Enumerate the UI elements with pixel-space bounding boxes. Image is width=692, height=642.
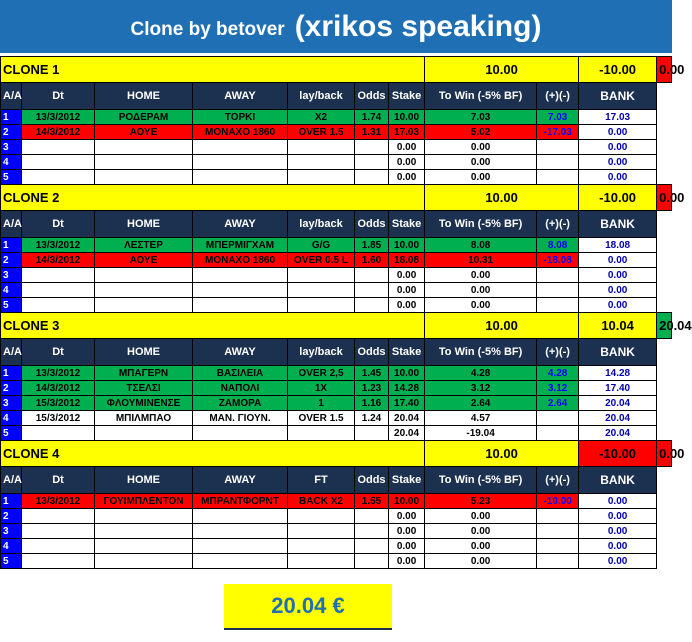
cell-to-win[interactable]: 0.00 [425,268,537,283]
cell-home[interactable]: ΦΛΟΥΜΙΝΕΝΣΕ [95,396,193,411]
header-bank: BANK [579,83,657,110]
cell-odds[interactable] [355,509,389,524]
cell-home[interactable] [95,140,193,155]
table-row [1,411,672,426]
cell-odds[interactable]: 1.23 [355,381,389,396]
clone-base-stake[interactable]: 10.00 [425,57,579,83]
clone-delta[interactable]: -10.00 [579,57,657,83]
cell-away[interactable]: ΜΠΡΑΝΤΦΟΡΝΤ [193,494,288,509]
cell-bank[interactable]: 20.04 [579,396,657,411]
cell-to-win[interactable]: -19.04 [425,426,537,441]
cell-date[interactable] [22,170,95,185]
cell-away[interactable] [193,268,288,283]
cell-date[interactable]: 13/3/2012 [22,238,95,253]
row-number: 4 [1,539,22,554]
cell-bank[interactable]: 0.00 [579,524,657,539]
cell-away[interactable] [193,524,288,539]
header-away: AWAY [193,211,288,238]
table-row [1,238,672,253]
cell-lay-back[interactable] [288,298,355,313]
cell-to-win[interactable]: 7.03 [425,110,537,125]
row-number: 2 [1,125,22,140]
cell-plus-minus[interactable]: 7.03 [537,110,579,125]
row-number: 2 [1,253,22,268]
cell-date[interactable] [22,509,95,524]
cell-home[interactable]: ΑΟΥΕ [95,253,193,268]
cell-odds[interactable] [355,539,389,554]
clone-name: CLONE 2 [1,185,425,211]
header-aa: A/A [1,211,22,238]
clone-result[interactable]: 20.04 [657,313,672,339]
cell-lay-back[interactable] [288,155,355,170]
table-row [1,110,672,125]
table-row [1,170,672,185]
header-odds: Odds [355,211,389,238]
clone-header-row [1,83,672,110]
cell-plus-minus[interactable]: -18.08 [537,253,579,268]
header-lay-back: lay/back [288,83,355,110]
cell-stake[interactable]: 17.03 [389,125,425,140]
cell-odds[interactable] [355,298,389,313]
cell-home[interactable] [95,426,193,441]
table-row [1,253,672,268]
clone-base-stake[interactable]: 10.00 [425,313,579,339]
cell-home[interactable] [95,283,193,298]
cell-stake[interactable]: 0.00 [389,554,425,569]
header-lay-back: FT [288,467,355,494]
cell-home[interactable] [95,170,193,185]
row-number: 1 [1,110,22,125]
header-lay-back: lay/back [288,339,355,366]
cell-away[interactable] [193,554,288,569]
row-number: 4 [1,283,22,298]
header-to-win: To Win (-5% BF) [425,467,537,494]
table-row [1,426,672,441]
cell-bank[interactable]: 0.00 [579,268,657,283]
clone-header-row [1,339,672,366]
header-date: Dt [22,83,95,110]
cell-lay-back[interactable] [288,539,355,554]
header-bank: BANK [579,339,657,366]
cell-to-win[interactable]: 8.08 [425,238,537,253]
cell-away[interactable] [193,140,288,155]
header-date: Dt [22,211,95,238]
cell-stake[interactable]: 0.00 [389,283,425,298]
row-number: 3 [1,524,22,539]
cell-plus-minus[interactable] [537,155,579,170]
table-row [1,509,672,524]
cell-plus-minus[interactable] [537,170,579,185]
cell-away[interactable]: ΜΟΝΑΧΟ 1860 [193,253,288,268]
cell-plus-minus[interactable] [537,298,579,313]
cell-to-win[interactable]: 0.00 [425,539,537,554]
cell-plus-minus[interactable]: 8.08 [537,238,579,253]
header-bank: BANK [579,467,657,494]
cell-away[interactable]: ΝΑΠΟΛΙ [193,381,288,396]
cell-stake[interactable]: 0.00 [389,539,425,554]
cell-home[interactable] [95,524,193,539]
cell-odds[interactable]: 1.45 [355,366,389,381]
header-aa: A/A [1,467,22,494]
cell-away[interactable]: ΒΑΣΙΛΕΙΑ [193,366,288,381]
cell-plus-minus[interactable] [537,554,579,569]
cell-plus-minus[interactable]: 3.12 [537,381,579,396]
header-bank: BANK [579,211,657,238]
cell-stake[interactable]: 14.28 [389,381,425,396]
header-date: Dt [22,339,95,366]
cell-to-win[interactable]: 5.02 [425,125,537,140]
cell-plus-minus[interactable]: -17.03 [537,125,579,140]
header-stake: Stake [389,211,425,238]
clone-delta[interactable]: -10.00 [579,185,657,211]
cell-plus-minus[interactable] [537,283,579,298]
cell-home[interactable]: ΑΟΥΕ [95,125,193,140]
cell-bank[interactable]: 20.04 [579,426,657,441]
cell-to-win[interactable]: 3.12 [425,381,537,396]
cell-bank[interactable]: 0.00 [579,283,657,298]
header-home: HOME [95,83,193,110]
cell-date[interactable] [22,155,95,170]
cell-to-win[interactable]: 5.23 [425,494,537,509]
table-row [1,396,672,411]
cell-home[interactable] [95,298,193,313]
cell-date[interactable]: 14/3/2012 [22,253,95,268]
clone-title-row [1,185,672,211]
row-number: 1 [1,238,22,253]
clone-name: CLONE 3 [1,313,425,339]
clone-delta[interactable]: 10.04 [579,313,657,339]
cell-bank[interactable]: 0.00 [579,554,657,569]
cell-lay-back[interactable]: OVER 1.5 [288,411,355,426]
header-aa: A/A [1,339,22,366]
cell-bank[interactable]: 0.00 [579,298,657,313]
cell-to-win[interactable]: 0.00 [425,170,537,185]
row-number: 2 [1,509,22,524]
cell-home[interactable]: ΜΠΙΛΜΠΑΟ [95,411,193,426]
cell-odds[interactable] [355,170,389,185]
cell-date[interactable] [22,283,95,298]
clone-table [0,56,692,569]
cell-away[interactable]: ΜΠΕΡΜΙΓΧΑΜ [193,238,288,253]
cell-bank[interactable]: 0.00 [579,494,657,509]
clone-result[interactable]: 0.00 [657,185,672,211]
row-number: 4 [1,411,22,426]
header-plus-minus: (+)(-) [537,83,579,110]
cell-stake[interactable]: 20.04 [389,411,425,426]
cell-bank[interactable]: 14.28 [579,366,657,381]
cell-odds[interactable] [355,524,389,539]
banner-large-title: (xrikos speaking) [294,9,542,43]
cell-to-win[interactable]: 0.00 [425,298,537,313]
cell-home[interactable] [95,155,193,170]
cell-home[interactable]: ΜΠΑΓΕΡΝ [95,366,193,381]
cell-date[interactable] [22,426,95,441]
table-row [1,268,672,283]
table-row [1,494,672,509]
header-odds: Odds [355,83,389,110]
cell-odds[interactable]: 1.31 [355,125,389,140]
table-row [1,524,672,539]
cell-plus-minus[interactable] [537,524,579,539]
table-row [1,155,672,170]
cell-lay-back[interactable]: OVER 1.5 [288,125,355,140]
cell-date[interactable] [22,298,95,313]
cell-lay-back[interactable]: OVER 2,5 [288,366,355,381]
row-number: 2 [1,381,22,396]
table-row [1,298,672,313]
header-to-win: To Win (-5% BF) [425,211,537,238]
cell-date[interactable]: 14/3/2012 [22,125,95,140]
cell-odds[interactable] [355,426,389,441]
cell-home[interactable] [95,554,193,569]
cell-home[interactable] [95,509,193,524]
cell-to-win[interactable]: 2.64 [425,396,537,411]
cell-plus-minus[interactable]: 2.64 [537,396,579,411]
header-away: AWAY [193,339,288,366]
cell-stake[interactable]: 10.00 [389,238,425,253]
cell-bank[interactable]: 0.00 [579,125,657,140]
spreadsheet [0,56,692,569]
cell-date[interactable] [22,140,95,155]
header-aa: A/A [1,83,22,110]
cell-to-win[interactable]: 0.00 [425,524,537,539]
row-number: 5 [1,426,22,441]
cell-bank[interactable]: 17.40 [579,381,657,396]
cell-plus-minus[interactable] [537,140,579,155]
title-banner [0,0,672,53]
header-odds: Odds [355,467,389,494]
cell-lay-back[interactable] [288,283,355,298]
cell-to-win[interactable]: 4.57 [425,411,537,426]
cell-odds[interactable] [355,155,389,170]
header-lay-back: lay/back [288,211,355,238]
cell-lay-back[interactable] [288,509,355,524]
cell-date[interactable]: 15/3/2012 [22,411,95,426]
cell-away[interactable] [193,155,288,170]
table-row [1,554,672,569]
cell-away[interactable]: ΜΟΝΑΧΟ 1860 [193,125,288,140]
header-away: AWAY [193,467,288,494]
cell-to-win[interactable]: 0.00 [425,155,537,170]
cell-plus-minus[interactable] [537,539,579,554]
table-row [1,539,672,554]
cell-lay-back[interactable] [288,268,355,283]
header-plus-minus: (+)(-) [537,211,579,238]
cell-stake[interactable]: 18.08 [389,253,425,268]
cell-odds[interactable] [355,554,389,569]
header-plus-minus: (+)(-) [537,339,579,366]
cell-bank[interactable]: 18.08 [579,238,657,253]
cell-home[interactable]: ΛΕΣΤΕΡ [95,238,193,253]
cell-home[interactable]: ΡΟΔΕΡΑΜ [95,110,193,125]
table-row [1,125,672,140]
header-stake: Stake [389,467,425,494]
clone-base-stake[interactable]: 10.00 [425,185,579,211]
cell-odds[interactable]: 1.55 [355,494,389,509]
cell-lay-back[interactable]: OVER 0.5 L [288,253,355,268]
cell-home[interactable]: ΓΟΥΙΜΠΛΕΝΤΟΝ [95,494,193,509]
cell-date[interactable] [22,554,95,569]
table-row [1,381,672,396]
header-to-win: To Win (-5% BF) [425,339,537,366]
cell-bank[interactable]: 0.00 [579,509,657,524]
clone-title-row [1,313,672,339]
row-number: 1 [1,494,22,509]
cell-odds[interactable]: 1.85 [355,238,389,253]
cell-stake[interactable]: 0.00 [389,509,425,524]
table-row [1,140,672,155]
cell-to-win[interactable]: 0.00 [425,554,537,569]
cell-date[interactable]: 13/3/2012 [22,110,95,125]
header-plus-minus: (+)(-) [537,467,579,494]
row-number: 5 [1,298,22,313]
table-row [1,366,672,381]
cell-away[interactable]: ΜΑΝ. ΓΙΟΥΝ. [193,411,288,426]
clone-header-row [1,211,672,238]
cell-bank[interactable]: 0.00 [579,253,657,268]
row-number: 3 [1,140,22,155]
header-stake: Stake [389,339,425,366]
clone-base-stake[interactable]: 10.00 [425,441,579,467]
row-number: 3 [1,268,22,283]
clone-result[interactable]: 0.00 [657,57,672,83]
clone-name: CLONE 1 [1,57,425,83]
cell-home[interactable] [95,268,193,283]
cell-away[interactable] [193,539,288,554]
row-number: 5 [1,554,22,569]
cell-lay-back[interactable]: 1X [288,381,355,396]
row-number: 4 [1,155,22,170]
cell-stake[interactable]: 0.00 [389,524,425,539]
clone-title-row [1,57,672,83]
cell-stake[interactable]: 17.40 [389,396,425,411]
header-home: HOME [95,211,193,238]
cell-odds[interactable]: 1.16 [355,396,389,411]
cell-odds[interactable] [355,268,389,283]
cell-odds[interactable]: 1.60 [355,253,389,268]
banner-small-title: Clone by betover [130,18,285,40]
row-number: 1 [1,366,22,381]
cell-away[interactable] [193,170,288,185]
cell-lay-back[interactable]: X2 [288,110,355,125]
cell-date[interactable] [22,524,95,539]
cell-to-win[interactable]: 0.00 [425,140,537,155]
cell-lay-back[interactable] [288,426,355,441]
header-date: Dt [22,467,95,494]
cell-bank[interactable]: 0.00 [579,170,657,185]
cell-lay-back[interactable]: 1 [288,396,355,411]
cell-away[interactable]: ΤΟΡΚΙ [193,110,288,125]
cell-lay-back[interactable]: G/G [288,238,355,253]
cell-bank[interactable]: 0.00 [579,539,657,554]
cell-odds[interactable]: 1.74 [355,110,389,125]
cell-stake[interactable]: 0.00 [389,140,425,155]
cell-to-win[interactable]: 10.31 [425,253,537,268]
cell-stake[interactable]: 20.04 [389,426,425,441]
row-number: 5 [1,170,22,185]
header-home: HOME [95,467,193,494]
cell-lay-back[interactable] [288,524,355,539]
cell-stake[interactable]: 10.00 [389,366,425,381]
header-odds: Odds [355,339,389,366]
cell-bank[interactable]: 0.00 [579,155,657,170]
row-number: 3 [1,396,22,411]
cell-lay-back[interactable] [288,140,355,155]
cell-away[interactable] [193,426,288,441]
clone-title-row [1,441,672,467]
cell-plus-minus[interactable]: 4.28 [537,366,579,381]
cell-odds[interactable] [355,140,389,155]
cell-plus-minus[interactable] [537,268,579,283]
cell-away[interactable]: ΖΑΜΟΡΑ [193,396,288,411]
cell-stake[interactable]: 0.00 [389,170,425,185]
cell-away[interactable] [193,509,288,524]
header-home: HOME [95,339,193,366]
cell-date[interactable]: 13/3/2012 [22,366,95,381]
cell-date[interactable]: 13/3/2012 [22,494,95,509]
clone-delta[interactable]: -10.00 [579,441,657,467]
header-to-win: To Win (-5% BF) [425,83,537,110]
cell-odds[interactable] [355,283,389,298]
cell-home[interactable]: ΤΣΕΛΣΙ [95,381,193,396]
cell-to-win[interactable]: 0.00 [425,283,537,298]
cell-to-win[interactable]: 0.00 [425,509,537,524]
cell-date[interactable] [22,539,95,554]
cell-away[interactable] [193,298,288,313]
clone-result[interactable]: 0.00 [657,441,672,467]
cell-odds[interactable]: 1.24 [355,411,389,426]
cell-lay-back[interactable] [288,170,355,185]
cell-away[interactable] [193,283,288,298]
cell-home[interactable] [95,539,193,554]
table-row [1,283,672,298]
cell-date[interactable]: 14/3/2012 [22,381,95,396]
total-box[interactable]: 20.04 € [224,584,392,630]
cell-stake[interactable]: 0.00 [389,298,425,313]
cell-plus-minus[interactable] [537,509,579,524]
cell-bank[interactable]: 17.03 [579,110,657,125]
cell-bank[interactable]: 20.04 [579,411,657,426]
cell-to-win[interactable]: 4.28 [425,366,537,381]
cell-date[interactable]: 15/3/2012 [22,396,95,411]
cell-stake[interactable]: 10.00 [389,494,425,509]
cell-plus-minus[interactable]: -10.00 [537,494,579,509]
clone-name: CLONE 4 [1,441,425,467]
clone-header-row [1,467,672,494]
cell-lay-back[interactable] [288,554,355,569]
cell-stake[interactable]: 10.00 [389,110,425,125]
cell-plus-minus[interactable] [537,411,579,426]
cell-stake[interactable]: 0.00 [389,268,425,283]
cell-bank[interactable]: 0.00 [579,140,657,155]
cell-stake[interactable]: 0.00 [389,155,425,170]
header-stake: Stake [389,83,425,110]
header-away: AWAY [193,83,288,110]
cell-plus-minus[interactable] [537,426,579,441]
cell-lay-back[interactable]: BACK X2 [288,494,355,509]
cell-date[interactable] [22,268,95,283]
